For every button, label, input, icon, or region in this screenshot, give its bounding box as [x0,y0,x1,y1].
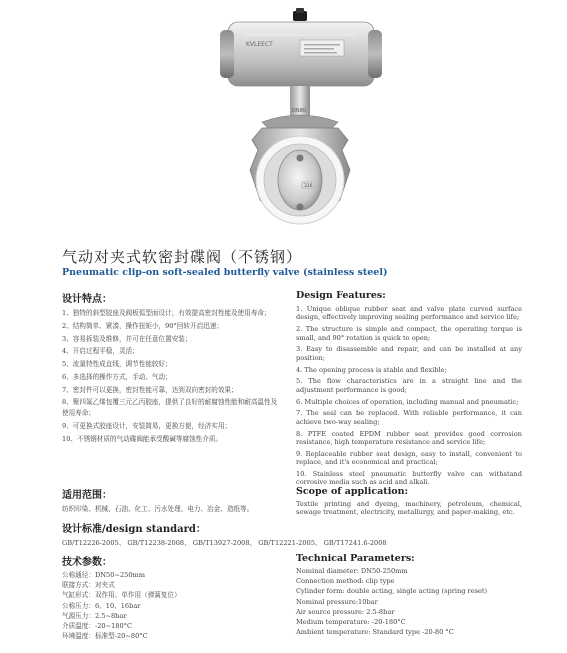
list-item: 公称通径：DN50~250mm [62,571,146,579]
list-item: Connection method: clip type [296,577,395,586]
list-item: 3、容易拆装及维修，并可在任意位置安装； [62,334,192,343]
disc-label: 316 [304,184,313,189]
list-item: 9、可更换式胶座设计，安装简易，更换方便，经济实用； [62,421,232,430]
list-item: 2、结构简单、紧凑，操作扭矩小，90°回转开启迅速； [62,321,223,330]
valve-neck [262,86,338,130]
scope-en-heading: Scope of application: [296,486,409,497]
pneumatic-actuator [220,22,382,86]
features-en-heading: Design Features: [296,290,386,301]
list-item: Nominal pressure:10bar [296,597,378,606]
params-en-section [296,553,522,637]
list-item: 9. Replaceable rubber seat design, easy to install, convenient to replace, and it's economical and practical; [296,449,522,467]
features-cn-heading: 设计特点： [62,294,112,305]
actuator-brand-label: KVLEECT [246,41,273,48]
features-en-section [296,290,522,490]
product-title-en: Pneumatic clip-on soft-sealed butterfly valve (stainless steel) [62,267,388,278]
list-item: 气缸形式：双作用、单作用（弹簧复位） [62,591,181,600]
list-item: 7. The seal can be replaced. With reliable performance, it can achieve two-way sealing; [296,409,522,426]
list-item: 4. The opening process is stable and flexible; [296,365,447,374]
scope-cn-heading: 适用范围： [62,490,112,501]
params-cn-list [62,570,280,641]
standard-heading: 设计标准/design standard： [62,524,206,535]
valve-body [250,128,350,224]
scope-cn-text: 纺织印染、机械、石油、化工、污水处理、电力、冶金、造纸等。 [62,505,254,513]
list-item: 气源压力：2.5~8bar [62,611,127,620]
list-item: 6、多选择的操作方式，手动、气动； [62,372,172,381]
list-item: 5. The flow characteristics are in a straight line and the adjustment performance is good; [296,377,522,394]
list-item: Air source pressure: 2.5-8bar [296,607,395,616]
product-image [0,0,567,240]
list-item: 5、流量特性成直线，调节性能较好； [62,360,172,369]
position-indicator [293,8,307,21]
features-cn-list [62,308,280,444]
features-en-list [296,305,522,487]
list-item: 联接方式：对夹式 [62,581,115,590]
list-item: 1、独特的斜型胶座及阀板弧型面设计，有效提高密封性能及使用寿命； [62,309,271,317]
list-item: 3. Easy to disassemble and repair, and can be installed at any position; [296,345,522,362]
product-title-cn: 气动对夹式软密封碟阀（不锈钢） [62,248,303,266]
list-item: 8. PTFE coated EPDM rubber seat provides good corrosion resistance, high temperature resistance and service life; [296,429,522,447]
params-en-heading: Technical Parameters: [296,553,415,564]
params-cn-heading: 技术参数： [62,557,112,568]
list-item: 8、聚四氟乙烯包覆三元乙丙胶座，提供了良好的耐腐蚀性能和耐高温性及使用寿命； [62,398,278,418]
list-item: Medium temperature: -20-180°C [296,618,406,627]
params-cn-section [62,553,280,641]
list-item: 4、开启过程平稳，灵活； [62,347,139,356]
scope-en-section [296,486,522,517]
list-item: 介质温度：-20~180°C [62,622,133,631]
list-item: 7、密封件可以更换，密封性能可靠，达到双向密封的效果； [62,385,238,394]
body-tag-label: DN80 [292,108,306,114]
list-item: 10. Stainless steel pneumatic butterfly valve can withstand corrosive media such as acid and alkali. [296,470,522,487]
scope-cn-section [62,486,280,514]
list-item: Cylinder form: double acting, single acting (spring reset) [296,587,488,596]
list-item: Nominal diameter: DN50-250mm [296,567,408,575]
list-item: 6. Multiple choices of operation, including manual and pneumatic; [296,397,519,406]
list-item: 10、不锈钢材质的气动碟阀能承受酸碱等腐蚀性介质。 [62,434,223,443]
list-item: 公称压力：6、10、16bar [62,601,141,610]
standard-text: GB/T12226-2005、 GB/T12238-2008、 GB/T13927-2008、 GB/T12221-2005、 GB/T17241.6-2008 [62,539,387,547]
features-cn-section [62,290,280,446]
list-item: Ambient temperature: Standard type -20-80 °C [296,628,454,637]
scope-en-text: Textile printing and dyeing, machinery, petroleum, chemical, sewage treatment, electricity, metallurgy, and paper-making, etc. [296,500,522,517]
list-item: 1. Unique oblique rubber seat and valve plate curved surface design, effectively improving sealing performance and service life; [296,305,522,322]
list-item: 环境温度：标准型-20~80°C [62,632,148,641]
list-item: 2. The structure is simple and compact, the operating torque is small, and 90° rotation is quick to open; [296,325,522,342]
params-en-list [296,566,522,637]
